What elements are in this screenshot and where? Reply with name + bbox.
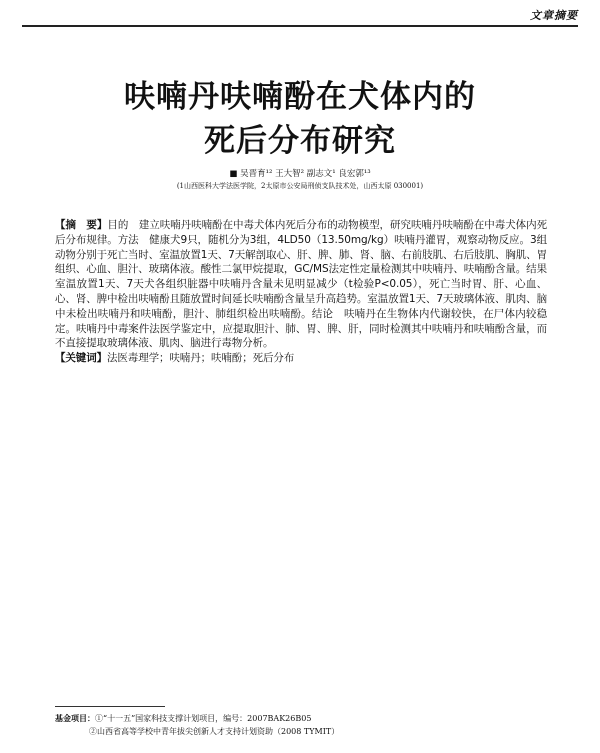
author-affiliation: (1山西医科大学法医学院，2太原市公安局刑侦支队技术处，山西太原 030001) bbox=[176, 182, 424, 190]
footnote-label: 基金项目： bbox=[55, 713, 95, 723]
author-bullet: ■ bbox=[229, 169, 238, 179]
author-line bbox=[0, 167, 600, 179]
abstract-label: 【摘 要】 bbox=[55, 219, 108, 231]
footnote-rule bbox=[55, 706, 165, 707]
title-line-1: 呋喃丹呋喃酚在犬体内的 bbox=[124, 79, 476, 115]
keywords-label: 【关键词】 bbox=[55, 352, 107, 365]
title-line-2: 死后分布研究 bbox=[204, 123, 396, 159]
footnote-item-1: ①“十一五”国家科技支撑计划项目，编号：2007BAK26B05 bbox=[95, 714, 312, 723]
section-label: 文章摘要 bbox=[530, 9, 578, 22]
footnote-line-2 bbox=[55, 726, 575, 738]
keywords-paragraph bbox=[55, 351, 547, 366]
author-list: 吴晋育¹² 王大智² 副志文¹ 良宏郭¹³ bbox=[240, 169, 371, 179]
header-rule bbox=[22, 25, 578, 27]
footnote-item-2: ②山西省高等学校中青年拔尖创新人才支持计划资助（2008 TYMIT） bbox=[89, 727, 340, 736]
keywords-text: 法医毒理学；呋喃丹；呋喃酚；死后分布 bbox=[107, 352, 295, 365]
article-title bbox=[0, 75, 600, 163]
abstract-text: 目的 建立呋喃丹呋喃酚在中毒犬体内死后分布的动物模型，研究呋喃丹呋喃酚在中毒犬体内死后分布规律。方法 健康犬9只，随机分为3组，4LD50（13.50mg/kg）呋喃丹灌胃，观察动物反应。3组动物分别于死亡当时、室温放置1天、7天解剖取心、肝、脾、肺、肾、脑、右前肢肌、右后肢肌、胸肌、胃组织、心血、胆汁、玻璃体液。酸性二氯甲烷提取，GC/MS法定性定量检测其中呋喃丹、呋喃酚含量。结果 室温放置1天、7天犬各组织脏器中呋喃丹含量未见明显减少（t检验P<0.05），死亡当时胃、肝、心血、心、肾、脾中检出呋喃酚且随放置时间延长呋喃酚含量呈升高趋势。室温放置1天、7天玻璃体液、肌肉、脑中未检出呋喃丹和呋喃酚，胆汁、肺组织检出呋喃酚。结论 呋喃丹在生物体内代谢较快，在尸体内较稳定。呋喃丹中毒案件法医学鉴定中，应提取胆汁、肺、胃、脾、肝，同时检测其中呋喃丹和呋喃酚含量，而不直接提取玻璃体液、肌肉、脑进行毒物分析。 bbox=[55, 219, 558, 350]
footnote-line-1 bbox=[55, 712, 575, 725]
abstract-paragraph bbox=[55, 218, 558, 351]
abstract-block bbox=[55, 218, 558, 366]
